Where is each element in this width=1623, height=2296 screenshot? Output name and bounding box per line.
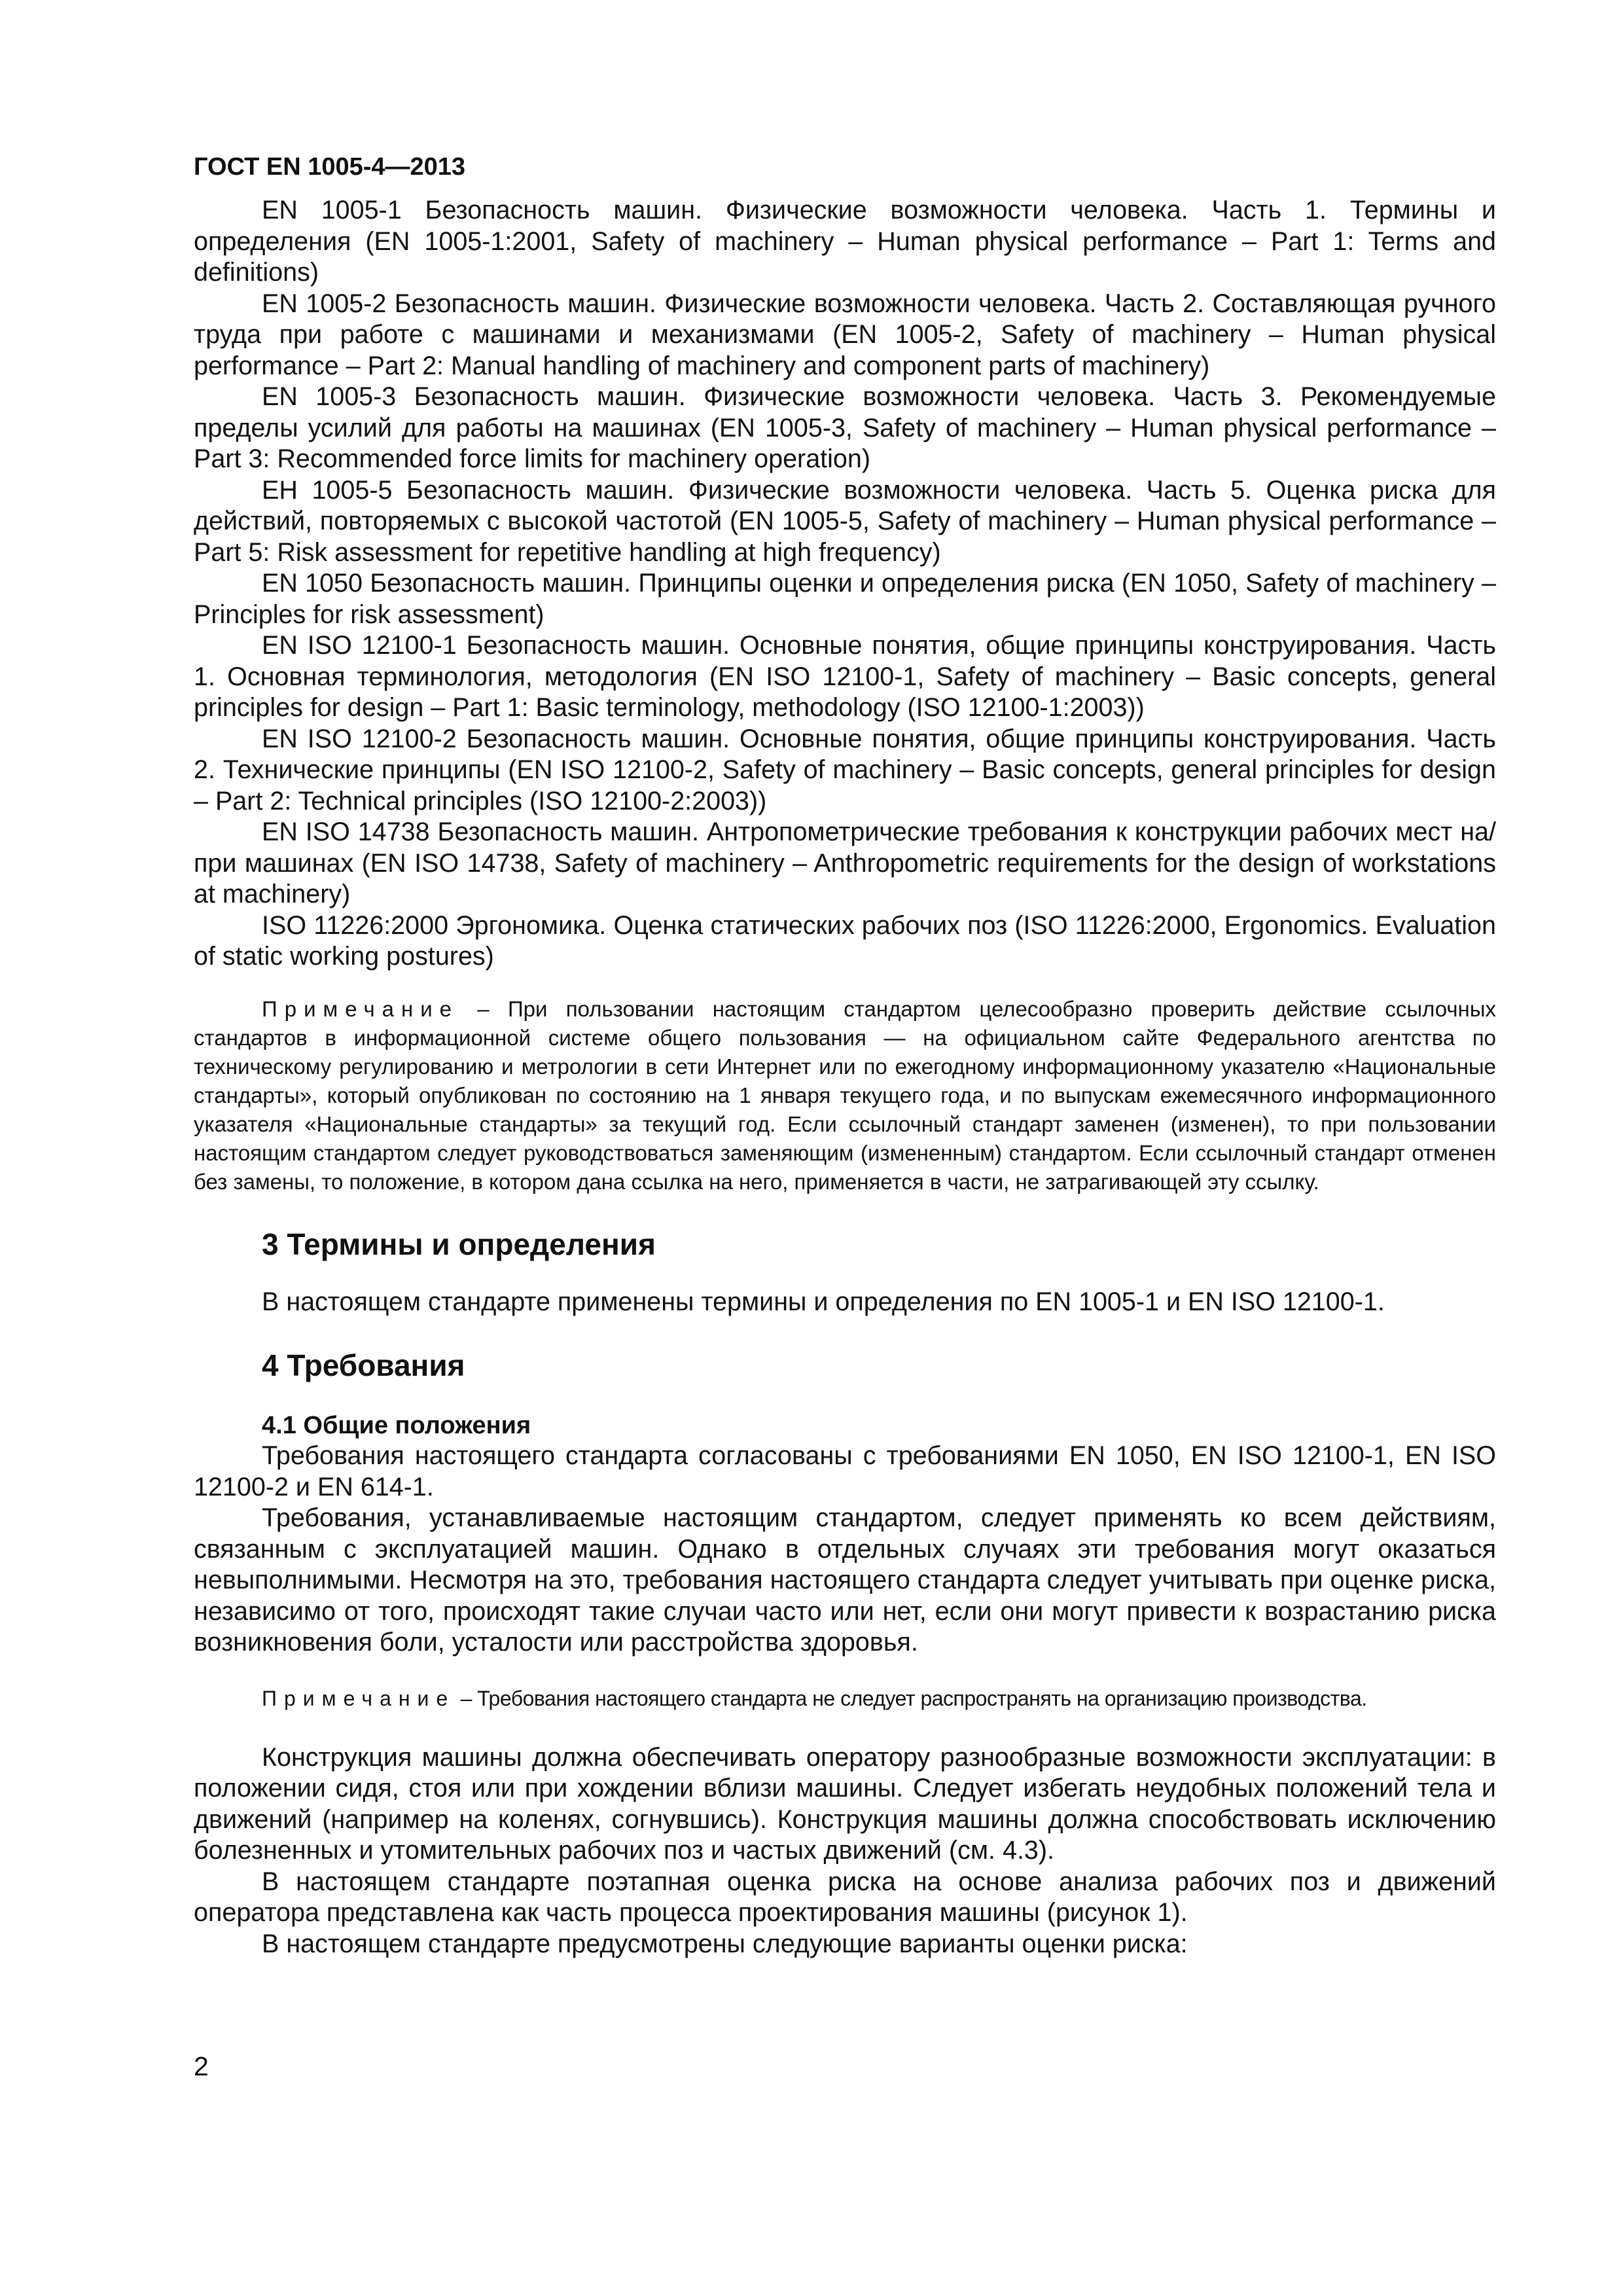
section-4-1-paragraph-1: Требования настоящего стандарта согласованы с требованиями EN 1050, EN ISO 12100-1, EN ISO 12100-2 и EN 614-1.: [194, 1441, 1496, 1501]
reference-iso-11226: ISO 11226:2000 Эргономика. Оценка статических рабочих поз (ISO 11226:2000, Ergonomics. Evaluation of static working postures): [194, 910, 1496, 971]
reference-en-1005-2: EN 1005-2 Безопасность машин. Физические возможности человека. Часть 2. Составляющая ручного труда при работе с машинами и механизмами (EN 1005-2, Safety of machinery – Human physical performance – Part 2: Manual handling of machinery and component parts of machinery): [194, 289, 1496, 380]
note-label: Примечание: [262, 1686, 455, 1710]
section-3-heading: 3 Термины и определения: [262, 1227, 656, 1261]
page-number: 2: [194, 2051, 209, 2081]
section-4-1-note: [194, 1685, 1496, 1712]
note-text: – При пользовании настоящим стандартом целесообразно проверить действие ссылочных стандартов в информационной системе общего пользования — на официальном сайте Федерального агентства по техническому регулированию и метрологии в сети Интернет или по ежегодному информационному указателю «Национальные стандарты», который опубликован по состоянию на 1 января текущего года, и по выпускам ежемесячного информационного указателя «Национальные стандарты» за текущий год. Если ссылочный стандарт заменен (изменен), то при пользовании настоящим стандартом следует руководствоваться заменяющим (измененным) стандартом. Если ссылочный стандарт отменен без замены, то положение, в котором дана ссылка на него, применяется в части, не затрагивающей эту ссылку.: [194, 996, 1496, 1194]
note-text: – Требования настоящего стандарта не следует распространять на организацию производства.: [455, 1686, 1367, 1710]
document-header: ГОСТ EN 1005-4—2013: [194, 153, 466, 181]
reference-en-1005-1: EN 1005-1 Безопасность машин. Физические возможности человека. Часть 1. Термины и определения (EN 1005-1:2001, Safety of machinery – Human physical performance – Part 1: Terms and definitions): [194, 196, 1496, 287]
reference-en-iso-12100-1: EN ISO 12100-1 Безопасность машин. Основные понятия, общие принципы конструирования. Часть 1. Основная терминология, методология (EN ISO 12100-1, Safety of machinery – Basic concepts, general principles for design – Part 1: Basic terminology, methodology (ISO 12100-1:2003)): [194, 631, 1496, 722]
reference-en-1005-5: ЕН 1005-5 Безопасность машин. Физические возможности человека. Часть 5. Оценка риска для действий, повторяемых с высокой частотой (EN 1005-5, Safety of machinery – Human physical performance – Part 5: Risk assessment for repetitive handling at high frequency): [194, 475, 1496, 567]
reference-en-iso-12100-2: EN ISO 12100-2 Безопасность машин. Основные понятия, общие принципы конструирования. Часть 2. Технические принципы (EN ISO 12100-2, Safety of machinery – Basic concepts, general principles for design – Part 2: Technical principles (ISO 12100-2:2003)): [194, 724, 1496, 816]
page-content: [194, 195, 1496, 1960]
section-4-1-paragraph-5: В настоящем стандарте предусмотрены следующие варианты оценки риска:: [262, 1929, 1188, 1958]
section-4-1-paragraph-4: В настоящем стандарте поэтапная оценка риска на основе анализа рабочих поз и движений оператора представлена как часть процесса проектирования машины (рисунок 1).: [194, 1867, 1496, 1927]
section-4-1-paragraph-3: Конструкция машины должна обеспечивать оператору разнообразные возможности эксплуатации: в положении сидя, стоя или при хождении вблизи машины. Следует избегать неудобных положений тела и движений (например на коленях, согнувшись). Конструкция машины должна способствовать исключению болезненных и утомительных рабочих поз и частых движений (см. 4.3).: [194, 1742, 1496, 1865]
section-4-1-heading: 4.1 Общие положения: [262, 1412, 531, 1439]
section-4-1-paragraph-2: Требования, устанавливаемые настоящим стандартом, следует применять ко всем действиям, связанным с эксплуатацией машин. Однако в отдельных случаях эти требования могут оказаться невыполнимыми. Несмотря на это, требования настоящего стандарта следует учитывать при оценке риска, независимо от того, происходят такие случаи часто или нет, если они могут привести к возрастанию риска возникновения боли, усталости или расстройства здоровья.: [194, 1503, 1496, 1657]
note-label: Примечание: [262, 996, 459, 1021]
reference-en-1050: EN 1050 Безопасность машин. Принципы оценки и определения риска (EN 1050, Safety of machinery – Principles for risk assessment): [194, 569, 1496, 629]
section-3-text: В настоящем стандарте применены термины и определения по EN 1005-1 и EN ISO 12100-1.: [262, 1287, 1385, 1316]
reference-en-1005-3: EN 1005-3 Безопасность машин. Физические возможности человека. Часть 3. Рекомендуемые пределы усилий для работы на машинах (EN 1005-3, Safety of machinery – Human physical performance – Part 3: Recommended force limits for machinery operation): [194, 382, 1496, 473]
reference-en-iso-14738: EN ISO 14738 Безопасность машин. Антропометрические требования к конструкции рабочих мест на/при машинах (EN ISO 14738, Safety of machinery – Anthropometric requirements for the design of workstations at machinery): [194, 817, 1496, 908]
section-4-heading: 4 Требования: [262, 1348, 465, 1382]
reference-note: [194, 995, 1496, 1196]
